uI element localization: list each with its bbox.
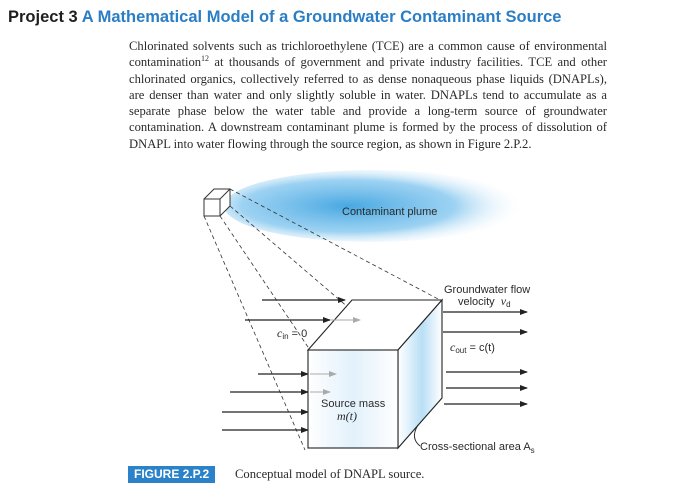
area-label xyxy=(420,441,535,455)
project-label: Project 3 xyxy=(8,8,78,26)
outflow-arrows xyxy=(443,312,527,404)
cout-sub: out xyxy=(455,346,467,355)
project-title: A Mathematical Model of a Groundwater Contaminant Source xyxy=(81,8,562,26)
flow-velocity-sub: d xyxy=(506,300,511,309)
flow-velocity-var: v xyxy=(500,294,507,308)
cout-var: c xyxy=(450,340,456,354)
source-label-line1: Source mass xyxy=(321,398,386,410)
cout-rhs: = c(t) xyxy=(466,342,495,354)
flow-velocity-word: velocity xyxy=(458,296,495,308)
figure-badge: FIGURE 2.P.2 xyxy=(128,466,215,483)
cin-label xyxy=(277,326,307,341)
paragraph-text-2: at thousands of government and private industry facilities. TCE and other chlorinated organics, collectively referred to as dense nonaqueous phase liquids (DNAPLs), are denser than water and only slightly soluble in water. DNAPLs tend to accumulate as a separate phase below the water table and provide a long-term source of groundwater contamination. A downstream contaminant plume is formed by the process of dissolution of DNAPL into water flowing through the source region, as shown in Figure 2.P.2. xyxy=(129,55,607,151)
cin-sub: in xyxy=(282,332,289,341)
area-label-text: Cross-sectional area A xyxy=(420,441,531,453)
figure-caption: Conceptual model of DNAPL source. xyxy=(235,467,425,481)
flow-label-line2 xyxy=(458,294,511,309)
area-label-sub: s xyxy=(530,446,535,455)
cout-label xyxy=(450,340,495,355)
paragraph-text-1: Chlorinated solvents such as trichloroethylene (TCE) are a common cause of environmental contamination xyxy=(129,39,607,70)
flow-label-line1: Groundwater flow xyxy=(444,284,531,296)
cin-var: c xyxy=(277,326,283,340)
plume-label: Contaminant plume xyxy=(342,206,438,218)
source-label-line2: m(t) xyxy=(337,409,357,423)
footnote-marker: 12 xyxy=(201,54,210,64)
cin-rhs: = 0 xyxy=(288,328,308,340)
